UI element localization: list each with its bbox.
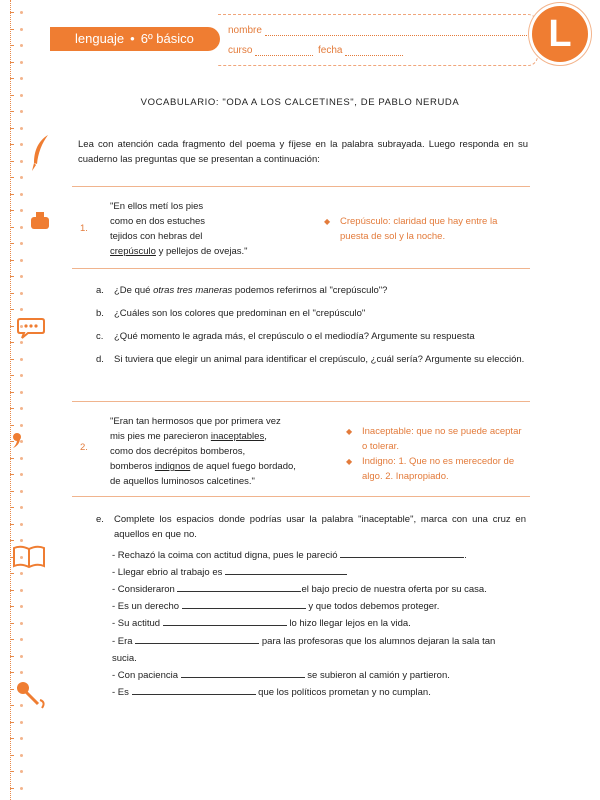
fill-in-item: [112, 599, 522, 614]
margin-tick: [10, 293, 14, 294]
fill-in-text: .: [464, 550, 467, 561]
answer-blank[interactable]: [340, 548, 464, 558]
definition-text: Inaceptable: que no se puede aceptar o tolerar.: [362, 426, 522, 452]
microphone-icon: [14, 680, 48, 710]
definition-text: Crepúsculo: claridad que hay entre la puesta de sol y la noche.: [340, 216, 498, 242]
margin-dot: [20, 391, 23, 394]
margin-tick: [10, 144, 14, 145]
margin-tick: [10, 573, 14, 574]
underlined-word: crepúsculo: [110, 246, 156, 257]
margin-dot: [20, 737, 23, 740]
fill-in-item: [112, 668, 522, 683]
margin-dot: [20, 341, 23, 344]
fill-in-text: - Consideraron: [112, 584, 178, 595]
fill-in-text: - Llegar ebrio al trabajo es: [112, 567, 226, 578]
margin-tick: [10, 788, 14, 789]
margin-tick: [10, 161, 14, 162]
margin-dot: [20, 754, 23, 757]
question-text-part: podemos referirnos al "crepúsculo"?: [232, 285, 388, 296]
definition-inaceptable: [346, 424, 522, 454]
worksheet-title: VOCABULARIO: "ODA A LOS CALCETINES", DE PABLO NERUDA: [140, 97, 460, 108]
margin-dot: [20, 259, 23, 262]
fragment-number: 2.: [80, 442, 88, 453]
fill-in-text: se subieron al camión y partieron.: [304, 670, 450, 681]
question-text-part: ¿Cuáles son los colores que predominan en el "crepúsculo": [114, 308, 366, 319]
margin-tick: [10, 227, 14, 228]
margin-tick: [10, 260, 14, 261]
margin-tick: [10, 408, 14, 409]
fill-in-text: - Era: [112, 636, 136, 647]
margin-tick: [10, 309, 14, 310]
margin-dot: [20, 28, 23, 31]
margin-tick: [10, 672, 14, 673]
underlined-word: inaceptables: [210, 431, 265, 442]
margin-tick: [10, 194, 14, 195]
margin-tick: [10, 392, 14, 393]
margin-dot: [20, 176, 23, 179]
margin-dot: [20, 407, 23, 410]
margin-tick: [10, 656, 14, 657]
fill-in-text: lo hizo llegar lejos en la vida.: [286, 618, 411, 629]
name-line[interactable]: [265, 35, 527, 36]
subject-separator: •: [130, 31, 135, 46]
fill-in-text: y que todos debemos proteger.: [305, 601, 440, 612]
divider: [72, 186, 530, 187]
bullet-icon: ◆: [346, 427, 353, 436]
poem-line: [110, 199, 248, 214]
question-text-part: ¿Qué momento le agrada más, el crepúsculo o el mediodía? Argumente su respuesta: [114, 331, 475, 342]
fill-in-item: [112, 616, 522, 631]
margin-tick: [10, 507, 14, 508]
subject-label: [75, 31, 194, 46]
poem-line: [110, 244, 248, 259]
margin-tick: [10, 474, 14, 475]
course-field[interactable]: [228, 45, 313, 56]
poem-text: bomberos: [110, 461, 155, 472]
quill-icon: [28, 133, 52, 173]
fill-in-text: el bajo precio de nuestra oferta por su casa.: [301, 584, 487, 595]
poem-text: y pellejos de ovejas.": [155, 246, 248, 257]
poem-text: de aquel fuego bordado,: [190, 461, 296, 472]
answer-blank[interactable]: [132, 685, 256, 695]
margin-tick: [10, 78, 14, 79]
margin-dot: [20, 523, 23, 526]
date-label: fecha: [318, 45, 343, 56]
poem-line: [110, 214, 248, 229]
question-text: [114, 329, 526, 344]
margin-dot: [20, 242, 23, 245]
margin-dot: [20, 424, 23, 427]
margin-dot: [20, 539, 23, 542]
margin-tick: [10, 276, 14, 277]
student-info-box: [218, 14, 538, 66]
course-line[interactable]: [255, 55, 313, 56]
margin-dot: [20, 721, 23, 724]
answer-blank[interactable]: [135, 634, 259, 644]
answer-blank[interactable]: [177, 582, 301, 592]
margin-dot: [20, 787, 23, 790]
margin-tick: [10, 738, 14, 739]
divider: [72, 401, 530, 402]
margin-tick: [10, 722, 14, 723]
margin-tick: [10, 540, 14, 541]
margin-dot: [20, 589, 23, 592]
margin-dot: [20, 605, 23, 608]
margin-tick: [10, 326, 14, 327]
poem-fragment-2: [110, 414, 296, 489]
margin-dot: [20, 622, 23, 625]
poem-line: [110, 444, 296, 459]
margin-tick: [10, 45, 14, 46]
fill-in-item: [112, 548, 522, 563]
fill-in-item: [112, 685, 522, 700]
margin-dot: [20, 473, 23, 476]
question-text: Complete los espacios donde podrías usar la palabra "inaceptable", marca con una cruz en aquellos en que no.: [114, 514, 526, 540]
margin-dot: [20, 374, 23, 377]
divider: [72, 496, 530, 497]
margin-rule: [10, 0, 11, 800]
margin-dot: [20, 110, 23, 113]
margin-dot: [20, 770, 23, 773]
margin-dot: [20, 292, 23, 295]
margin-tick: [10, 375, 14, 376]
poem-text: "Eran tan hermosos que por primera vez: [110, 416, 281, 427]
answer-blank[interactable]: [225, 565, 347, 575]
name-field[interactable]: [228, 25, 527, 36]
question-text: [114, 352, 526, 367]
answer-blank[interactable]: [182, 599, 306, 609]
margin-dot: [20, 193, 23, 196]
date-line[interactable]: [345, 55, 403, 56]
question-text-part: Si tuviera que elegir un animal para identificar el crepúsculo, ¿cuál sería? Argumente su elección.: [114, 354, 525, 365]
margin-dot: [20, 457, 23, 460]
margin-dot: [20, 127, 23, 130]
margin-dot: [20, 160, 23, 163]
answer-blank[interactable]: [181, 668, 305, 678]
fragment-number: 1.: [80, 223, 88, 234]
poem-text: tejidos con hebras del: [110, 231, 203, 242]
margin-tick: [10, 623, 14, 624]
margin-dot: [20, 226, 23, 229]
margin-tick: [10, 590, 14, 591]
margin-tick: [10, 491, 14, 492]
margin-dot: [20, 490, 23, 493]
margin-tick: [10, 128, 14, 129]
margin-tick: [10, 29, 14, 30]
margin-dot: [20, 44, 23, 47]
fill-in-item: [112, 633, 522, 667]
worksheet-intro: Lea con atención cada fragmento del poema y fíjese en la palabra subrayada. Luego responda en su cuaderno las preguntas que se presentan a continuación:: [78, 139, 528, 165]
fill-in-text: - Rechazó la coima con actitud digna, pues le pareció: [112, 550, 341, 561]
margin-tick: [10, 639, 14, 640]
question-emphasis: otras tres maneras: [153, 285, 233, 296]
margin-tick: [10, 359, 14, 360]
poem-text: como dos decrépitos bomberos,: [110, 446, 246, 457]
name-label: nombre: [228, 25, 262, 36]
question-label: a.: [96, 285, 104, 296]
margin-tick: [10, 771, 14, 772]
underlined-word: indignos: [154, 461, 191, 472]
definition-crepusculo: [324, 214, 520, 244]
margin-tick: [10, 425, 14, 426]
subject-badge: [532, 6, 588, 62]
margin-tick: [10, 12, 14, 13]
comma-icon: [10, 432, 24, 450]
fill-in-text: que los políticos prometan y no cumplan.: [255, 687, 431, 698]
margin-dot: [20, 77, 23, 80]
open-book-icon: [12, 544, 46, 570]
margin-dot: [20, 308, 23, 311]
poem-line: [110, 429, 296, 444]
poem-line: [110, 474, 296, 489]
question-label: e.: [96, 514, 104, 525]
margin-tick: [10, 243, 14, 244]
margin-dot: [20, 655, 23, 658]
margin-tick: [10, 177, 14, 178]
fill-in-text: - Es: [112, 687, 132, 698]
bullet-icon: ◆: [324, 217, 331, 226]
margin-dot: [20, 572, 23, 575]
question-text-part: ¿De qué: [114, 285, 154, 296]
fill-in-item: [112, 582, 522, 597]
fill-in-text: - Es un derecho: [112, 601, 182, 612]
fill-in-text: para las profesoras que los alumnos dejaran la sala tan sucia.: [112, 636, 496, 664]
subject-name: lenguaje: [75, 31, 125, 46]
poem-text: ,: [264, 431, 267, 442]
fill-in-text: - Con paciencia: [112, 670, 181, 681]
margin-dot: [20, 358, 23, 361]
margin-dot: [20, 638, 23, 641]
margin-tick: [10, 755, 14, 756]
margin-dot: [20, 11, 23, 14]
margin-tick: [10, 210, 14, 211]
question-text: [114, 306, 526, 321]
fill-in-text: - Su actitud: [112, 618, 163, 629]
margin-tick: [10, 111, 14, 112]
badge-letter: L: [548, 12, 572, 55]
margin-dot: [20, 61, 23, 64]
course-label: curso: [228, 45, 253, 56]
margin-dot: [20, 506, 23, 509]
poem-line: [110, 229, 248, 244]
margin-dot: [20, 671, 23, 674]
fill-in-item: [112, 565, 522, 580]
grade-name: 6º básico: [140, 31, 194, 46]
definition-text: Indigno: 1. Que no es merecedor de algo. 2. Inapropiado.: [362, 456, 515, 482]
margin-dot: [20, 143, 23, 146]
margin-tick: [10, 458, 14, 459]
poem-fragment-1: [110, 199, 248, 259]
poem-text: "En ellos metí los pies: [110, 201, 204, 212]
date-field[interactable]: [318, 45, 403, 56]
answer-blank[interactable]: [163, 616, 287, 626]
margin-tick: [10, 95, 14, 96]
definition-indigno: [346, 454, 522, 484]
question-text: [114, 283, 526, 298]
speech-bubble-icon: [16, 316, 46, 340]
margin-tick: [10, 342, 14, 343]
margin-tick: [10, 62, 14, 63]
ink-bottle-icon: [28, 210, 52, 232]
question-label: d.: [96, 354, 104, 365]
margin-dot: [20, 275, 23, 278]
poem-line: [110, 459, 296, 474]
margin-dot: [20, 209, 23, 212]
poem-line: [110, 414, 296, 429]
question-label: b.: [96, 308, 104, 319]
question-label: c.: [96, 331, 104, 342]
poem-text: mis pies me parecieron: [110, 431, 211, 442]
margin-tick: [10, 524, 14, 525]
divider: [72, 268, 530, 269]
margin-tick: [10, 606, 14, 607]
bullet-icon: ◆: [346, 457, 353, 466]
poem-text: como en dos estuches: [110, 216, 206, 227]
poem-text: de aquellos luminosos calcetines.": [110, 476, 255, 487]
